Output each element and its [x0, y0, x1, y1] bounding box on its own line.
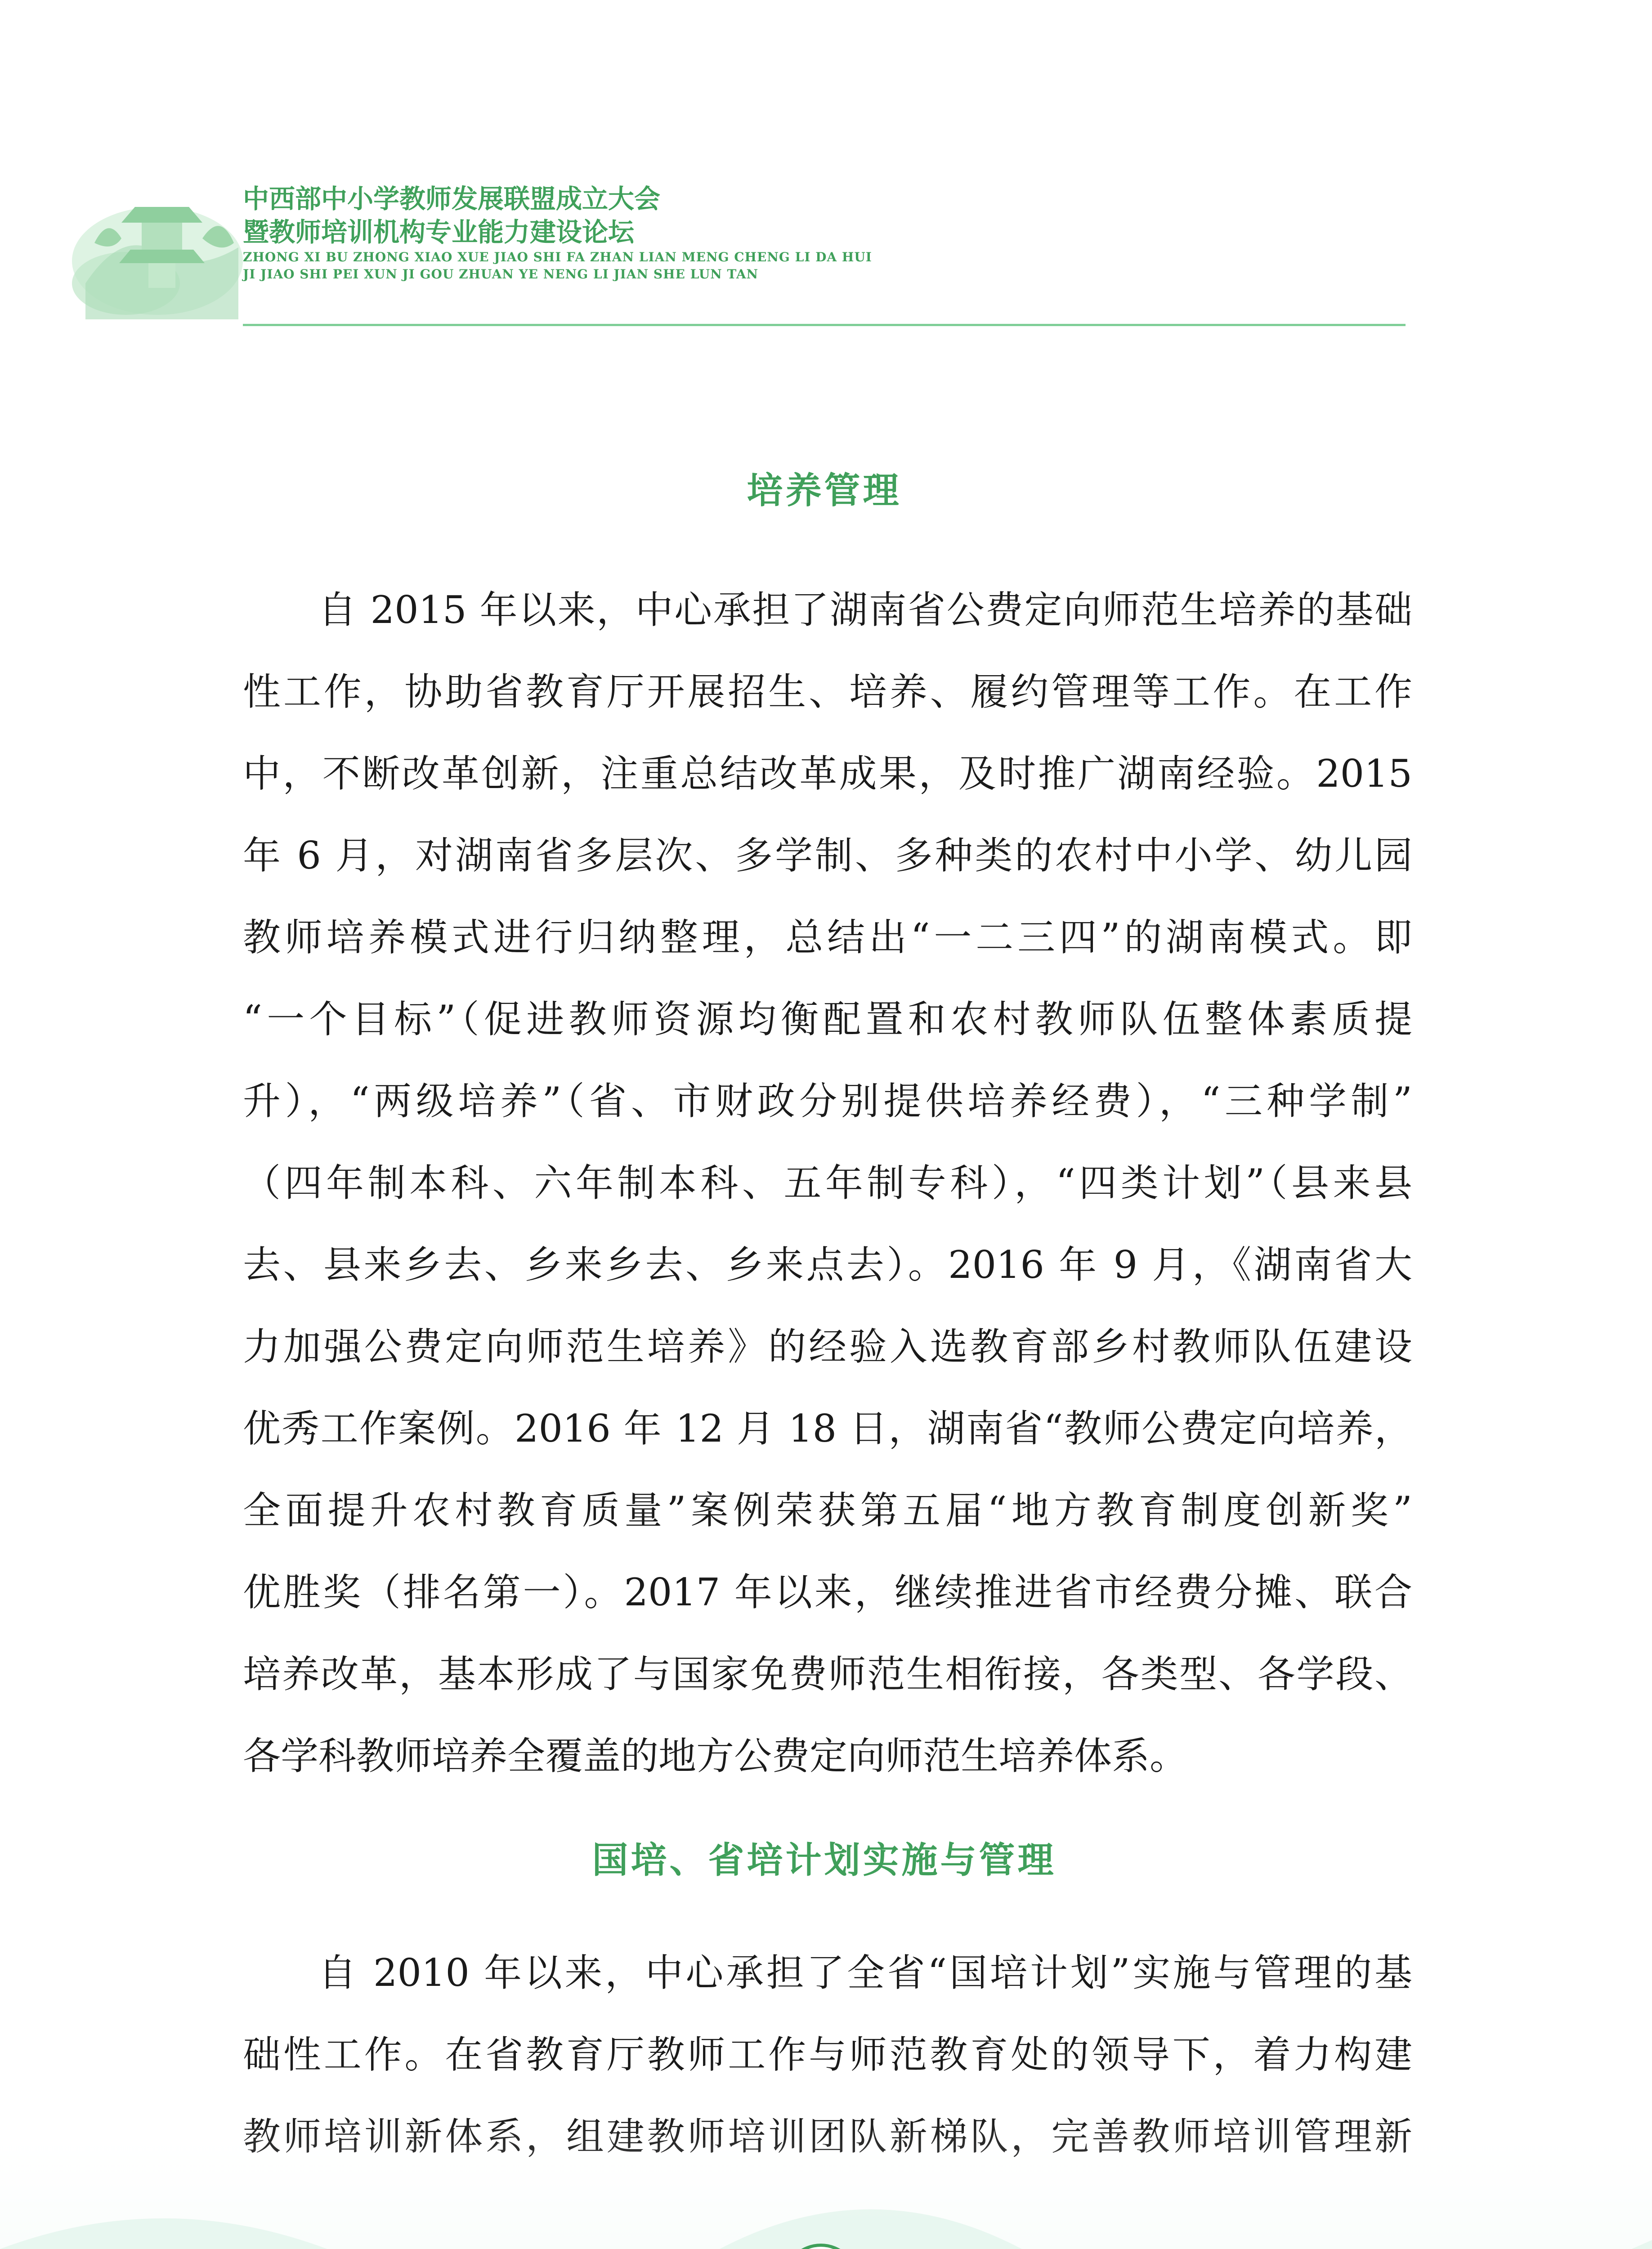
text-line: 各学科教师培养全覆盖的地方公费定向师范生培养体系。: [243, 1734, 1188, 1778]
header-divider: [243, 324, 1406, 326]
header-pinyin-line1: ZHONG XI BU ZHONG XIAO XUE JIAO SHI FA ZHAN LIAN MENG CHENG LI DA HUI: [243, 250, 872, 264]
text-line: 年 6 月，对湖南省多层次、多学制、多种类的农村中小学、幼儿园: [243, 833, 1412, 878]
text-line: 优秀工作案例。2016 年 12 月 18 日，湖南省“教师公费定向培养，: [243, 1407, 1412, 1451]
text-line: 中，不断改革创新，注重总结改革成果，及时推广湖南经验。2015: [243, 752, 1412, 796]
section-heading-national-provincial-training: 国培、省培计划实施与管理: [592, 1839, 1057, 1881]
text-line: “一个目标”（促进教师资源均衡配置和农村教师队伍整体素质提: [243, 997, 1412, 1041]
section-heading-training-management: 培养管理: [747, 469, 902, 511]
header-title-line1: 中西部中小学教师发展联盟成立大会: [243, 184, 661, 214]
header-pinyin-line2: JI JIAO SHI PEI XUN JI GOU ZHUAN YE NENG LI JIAN SHE LUN TAN: [243, 267, 759, 282]
text-line: 自 2015 年以来，中心承担了湖南省公费定向师范生培养的基础: [318, 588, 1412, 632]
text-line: （四年制本科、六年制本科、五年制专科），“四类计划”（县来县: [243, 1161, 1412, 1205]
text-line: 础性工作。在省教育厅教师工作与师范教育处的领导下，着力构建: [243, 2033, 1412, 2077]
text-line: 教师培养模式进行归纳整理，总结出“一二三四”的湖南模式。即: [243, 915, 1412, 959]
text-line: 性工作，协助省教育厅开展招生、培养、履约管理等工作。在工作: [243, 670, 1412, 714]
text-line: 自 2010 年以来，中心承担了全省“国培计划”实施与管理的基: [318, 1951, 1412, 1995]
bottom-watercolor-decoration: [0, 2114, 1652, 2249]
text-line: 力加强公费定向师范生培养》的经验入选教育部乡村教师队伍建设: [243, 1325, 1412, 1369]
text-line: 优胜奖（排名第一）。2017 年以来，继续推进省市经费分摊、联合: [243, 1570, 1412, 1614]
text-line: 全面提升农村教育质量”案例荣获第五届“地方教育制度创新奖”: [243, 1488, 1412, 1532]
text-line: 升），“两级培养”（省、市财政分别提供培养经费），“三种学制”: [243, 1079, 1412, 1123]
header-block: [243, 182, 872, 283]
section-paragraph-training-management: [243, 569, 1412, 1797]
text-line: 去、县来乡去、乡来乡去、乡来点去）。2016 年 9 月，《湖南省大: [243, 1243, 1412, 1287]
text-line: 培养改革，基本形成了与国家免费师范生相衔接，各类型、各学段、: [243, 1652, 1412, 1696]
header-title-line2: 暨教师培训机构专业能力建设论坛: [243, 217, 635, 247]
pavilion-landscape-illustration: [67, 148, 247, 328]
